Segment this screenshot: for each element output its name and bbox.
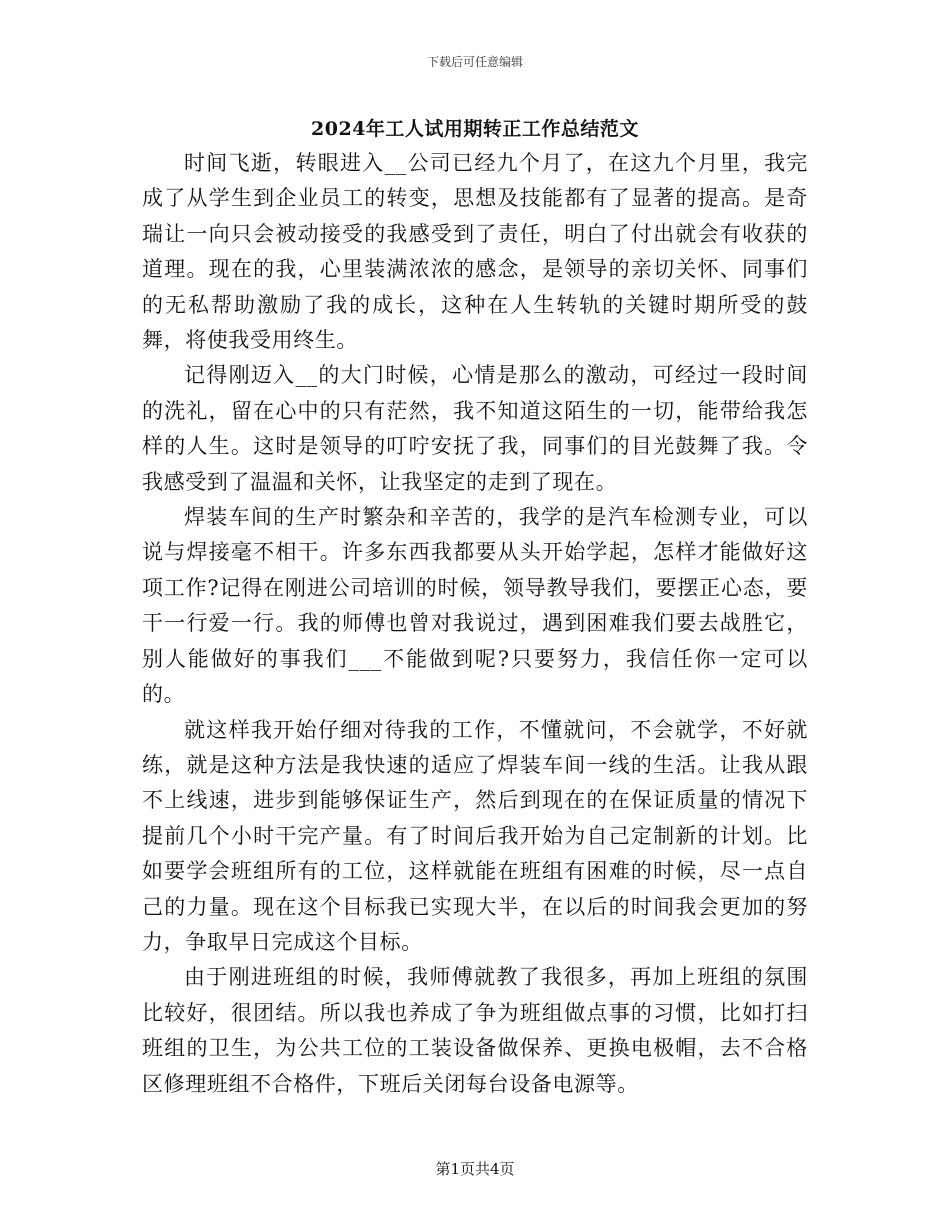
paragraph-3: 焊装车间的生产时繁杂和辛苦的，我学的是汽车检测专业，可以说与焊接毫不相干。许多东西我都要从头开始学起，怎样才能做好这项工作?记得在刚进公司培训的时候，领导教导我们，要摆正心态，要干一行爱一行。我的师傅也曾对我说过，遇到困难我们要去战胜它，别人能做好的事我们___不能做到呢?只要努力，我信任你一定可以的。 xyxy=(142,505,808,707)
document-body xyxy=(142,146,808,1102)
paragraph-1: 时间飞逝，转眼进入__公司已经九个月了，在这九个月里，我完成了从学生到企业员工的转变，思想及技能都有了显著的提高。是奇瑞让一向只会被动接受的我感受到了责任，明白了付出就会有收获的道理。现在的我，心里装满浓浓的感念，是领导的亲切关怀、同事们的无私帮助激励了我的成长，这种在人生转轨的关键时期所受的鼓舞，将使我受用终生。 xyxy=(142,151,808,353)
document-title: 2024年工人试用期转正工作总结范文 xyxy=(311,118,639,140)
page-number-footer: 第1页共4页 xyxy=(435,1160,515,1178)
paragraph-2: 记得刚迈入__的大门时候，心情是那么的激动，可经过一段时间的洗礼，留在心中的只有茫然，我不知道这陌生的一切，能带给我怎样的人生。这时是领导的叮咛安抚了我，同事们的目光鼓舞了我。令我感受到了温温和关怀，让我坚定的走到了现在。 xyxy=(142,363,808,494)
paragraph-5: 由于刚进班组的时候，我师傅就教了我很多，再加上班组的氛围比较好，很团结。所以我也养成了争为班组做点事的习惯，比如打扫班组的卫生，为公共工位的工装设备做保养、更换电极帽，去不合格区修理班组不合格件，下班后关闭每台设备电源等。 xyxy=(142,965,808,1096)
header-note: 下载后可任意编辑 xyxy=(426,55,523,69)
paragraph-4: 就这样我开始仔细对待我的工作，不懂就问，不会就学，不好就练，就是这种方法是我快速的适应了焊装车间一线的生活。让我从跟不上线速，进步到能够保证生产，然后到现在的在保证质量的情况下提前几个小时干完产量。有了时间后我开始为自己定制新的计划。比如要学会班组所有的工位，这样就能在班组有困难的时候，尽一点自己的力量。现在这个目标我已实现大半，在以后的时间我会更加的努力，争取早日完成这个目标。 xyxy=(142,717,808,954)
